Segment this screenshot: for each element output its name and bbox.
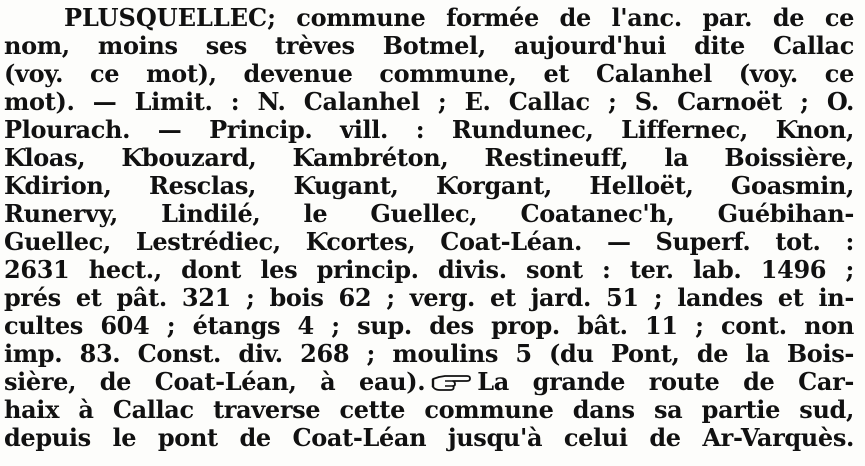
entry-line: haix à Callac traverse cette commune dans sa partie sud, [4,395,854,424]
entry-line: Ƙdirion, Resclas, Ƙugant, Ƙorgant, Helloët, Goasmin, [4,171,854,200]
entry-line-1-text: ; commune formée de l'anc. par. de ce [267,3,854,32]
entry-line-14-end: La grande route de Car- [477,367,854,396]
entry-line: 2631 hect., dont les princip. divis. sont : ter. lab. 1496 ; [4,255,854,284]
entry-line: depuis le pont de Coat-Léan jusqu'à celui de Ar-Varquès. [4,423,854,452]
entry-line-14 [4,368,854,396]
entry-line: Guellec, Lestrédiec, Ƙcortes, Coat-Léan. — Superf. tot. : [4,227,854,256]
entry-line: Ƙloas, Ƙbouzard, Ƙambréton, Restineuff, la Boissière, [4,143,854,172]
entry-line-1 [4,4,854,32]
entry-line: imp. 83. Const. div. 268 ; moulins 5 (du Pont, de la Bois- [4,339,854,368]
entry-line: cultes 604 ; étangs 4 ; sup. des prop. bât. 11 ; cont. non [4,311,854,340]
entry-headword: PLUSQUELLEC [64,3,268,32]
entry-line: mot). — Limit. : N. Calanhel ; E. Callac ; S. Carnoët ; O. [4,87,854,116]
entry-line: prés et pât. 321 ; bois 62 ; verg. et jard. 51 ; landes et in- [4,283,854,312]
entry-plusquellec [4,4,854,452]
entry-line: Plourach. — Princip. vill. : Rundunec, Liffernec, Ƙnon, [4,115,854,144]
entry-line-14-start: sière, de Coat-Léan, à eau). [4,367,426,396]
entry-line: nom, moins ses trèves Botmel, aujourd'hui dite Callac [4,31,854,60]
pointing-hand-icon [431,371,471,393]
entry-line: Runervy, Lindilé, le Guellec, Coatanec'h, Guébihan- [4,199,854,228]
entry-line: (voy. ce mot), devenue commune, et Calanhel (voy. ce [4,59,854,88]
